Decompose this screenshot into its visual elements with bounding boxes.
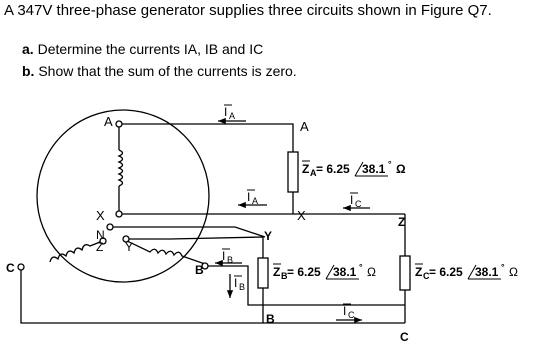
impedance-zc-box xyxy=(400,256,410,290)
svg-text:I: I xyxy=(224,105,228,119)
terminal-z xyxy=(107,224,113,230)
label-node-z-gen: Z xyxy=(96,240,104,254)
label-current-ib-left xyxy=(222,249,233,265)
label-node-a-load: A xyxy=(300,119,309,134)
svg-text:A: A xyxy=(310,168,317,178)
label-node-b-gen: B xyxy=(195,263,204,277)
label-current-ic-bottom xyxy=(343,304,355,320)
label-node-a-gen: A xyxy=(104,114,113,129)
svg-text:B: B xyxy=(227,255,234,265)
terminal-x xyxy=(116,211,122,217)
svg-text:= 6.25: = 6.25 xyxy=(316,162,350,176)
terminal-a xyxy=(116,121,122,127)
svg-text:A: A xyxy=(229,111,236,121)
label-current-ia-mid xyxy=(247,190,258,206)
svg-text:Ω: Ω xyxy=(509,265,518,279)
label-node-y-gen: Y xyxy=(125,240,134,254)
svg-text:C: C xyxy=(348,310,355,320)
part-a-text: Determine the currents IA, IB and IC xyxy=(37,41,264,57)
label-current-ia-top xyxy=(224,105,235,121)
svg-text:Z: Z xyxy=(302,162,310,176)
label-node-n: N xyxy=(96,228,105,242)
svg-text:38.1: 38.1 xyxy=(333,265,357,279)
part-b-text: Show that the sum of the currents is zero. xyxy=(38,63,297,79)
svg-text:38.1: 38.1 xyxy=(362,162,386,176)
wire-z xyxy=(113,227,265,237)
label-node-z-load: Z xyxy=(398,215,406,229)
svg-text:C: C xyxy=(423,271,430,281)
impedance-zb-box xyxy=(258,258,268,288)
label-node-c-gen: C xyxy=(6,261,15,275)
svg-text:I: I xyxy=(234,276,238,290)
svg-text:I: I xyxy=(350,193,354,207)
label-node-y-load: Y xyxy=(264,229,273,243)
svg-text:Ω: Ω xyxy=(396,162,406,176)
label-current-ib-vert xyxy=(234,276,245,292)
winding-b xyxy=(125,240,205,264)
svg-text:Ω: Ω xyxy=(367,265,376,279)
svg-text:°: ° xyxy=(359,262,363,272)
label-node-b-load: B xyxy=(266,312,275,326)
wire-a xyxy=(122,124,293,152)
svg-text:38.1: 38.1 xyxy=(475,265,499,279)
svg-text:= 6.25: = 6.25 xyxy=(287,265,321,279)
label-impedance-zb xyxy=(273,262,376,281)
svg-text:I: I xyxy=(222,249,226,263)
label-current-ic-mid xyxy=(350,193,362,209)
part-b-label: b. xyxy=(22,63,35,79)
winding-a xyxy=(119,124,123,212)
label-node-x-load: X xyxy=(297,208,306,223)
svg-text:A: A xyxy=(252,196,259,206)
terminal-c xyxy=(18,264,24,270)
label-impedance-za xyxy=(302,159,406,178)
svg-text:°: ° xyxy=(501,262,505,272)
label-impedance-zc xyxy=(415,262,518,281)
part-a-label: a. xyxy=(22,41,34,57)
wire-y xyxy=(129,237,263,258)
label-node-c-load: C xyxy=(400,330,409,344)
svg-text:°: ° xyxy=(388,159,392,169)
svg-text:Z: Z xyxy=(415,265,423,279)
question-title: A 347V three-phase generator supplies three circuits shown in Figure Q7. xyxy=(4,2,492,19)
svg-text:I: I xyxy=(247,190,251,204)
svg-text:= 6.25: = 6.25 xyxy=(429,265,463,279)
svg-text:Z: Z xyxy=(273,265,281,279)
svg-text:C: C xyxy=(355,199,362,209)
svg-text:B: B xyxy=(239,282,246,292)
svg-text:I: I xyxy=(343,304,347,318)
label-node-x-gen: X xyxy=(96,208,105,223)
svg-text:B: B xyxy=(281,271,288,281)
impedance-za-box xyxy=(288,152,298,192)
